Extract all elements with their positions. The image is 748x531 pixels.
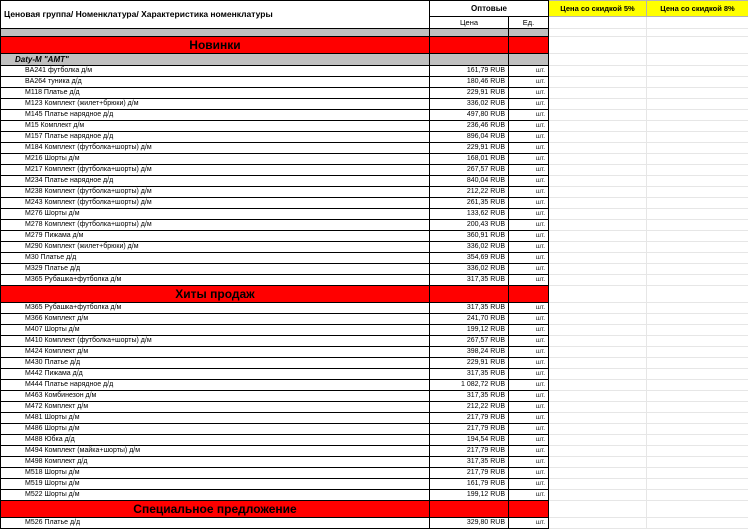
- table-row: [1, 165, 748, 176]
- empty-cell[interactable]: [549, 391, 647, 402]
- empty-cell[interactable]: [549, 501, 647, 518]
- empty-cell[interactable]: [549, 314, 647, 325]
- item-name-cell[interactable]: M518 Шорты д/м: [1, 468, 430, 479]
- empty-cell[interactable]: [549, 253, 647, 264]
- header-wholesale-cell[interactable]: Оптовые: [430, 1, 549, 17]
- empty-cell[interactable]: [549, 198, 647, 209]
- item-name-cell[interactable]: M472 Комплект д/м: [1, 402, 430, 413]
- item-unit-cell[interactable]: шт.: [509, 121, 549, 132]
- empty-cell[interactable]: [549, 490, 647, 501]
- item-price-cell[interactable]: 161,79 RUB: [430, 66, 509, 77]
- spacer-cell[interactable]: [1, 29, 430, 37]
- item-name-cell[interactable]: M238 Комплект (футболка+шорты) д/м: [1, 187, 430, 198]
- item-price-cell[interactable]: 354,69 RUB: [430, 253, 509, 264]
- table-row: [1, 347, 748, 358]
- table-row: [1, 369, 748, 380]
- item-name-cell[interactable]: M276 Шорты д/м: [1, 209, 430, 220]
- empty-cell[interactable]: [647, 275, 748, 286]
- item-name-cell[interactable]: M15 Комплект д/м: [1, 121, 430, 132]
- item-name-cell[interactable]: M118 Платье д/д: [1, 88, 430, 99]
- item-unit-cell[interactable]: шт.: [509, 187, 549, 198]
- item-price-cell[interactable]: 317,35 RUB: [430, 457, 509, 468]
- empty-cell[interactable]: [647, 380, 748, 391]
- item-name-cell[interactable]: M30 Платье д/д: [1, 253, 430, 264]
- item-price-cell[interactable]: 236,46 RUB: [430, 121, 509, 132]
- item-name-cell[interactable]: M424 Комплект д/м: [1, 347, 430, 358]
- empty-cell[interactable]: [647, 37, 748, 54]
- table-row: [1, 253, 748, 264]
- empty-cell[interactable]: [647, 154, 748, 165]
- empty-cell[interactable]: [647, 209, 748, 220]
- empty-cell[interactable]: [647, 88, 748, 99]
- empty-cell[interactable]: [647, 347, 748, 358]
- empty-cell[interactable]: [549, 187, 647, 198]
- item-unit-cell[interactable]: шт.: [509, 220, 549, 231]
- item-unit-cell[interactable]: шт.: [509, 325, 549, 336]
- item-name-cell[interactable]: M442 Пижама д/д: [1, 369, 430, 380]
- empty-cell[interactable]: [549, 17, 647, 29]
- item-unit-cell[interactable]: шт.: [509, 99, 549, 110]
- empty-cell[interactable]: [647, 220, 748, 231]
- item-unit-cell[interactable]: шт.: [509, 424, 549, 435]
- item-price-cell[interactable]: 336,02 RUB: [430, 264, 509, 275]
- empty-cell[interactable]: [549, 286, 647, 303]
- empty-cell[interactable]: [549, 424, 647, 435]
- empty-cell[interactable]: [549, 457, 647, 468]
- item-name-cell[interactable]: BA264 туника д/д: [1, 77, 430, 88]
- empty-cell[interactable]: [549, 264, 647, 275]
- item-unit-cell[interactable]: шт.: [509, 479, 549, 490]
- empty-cell[interactable]: [647, 325, 748, 336]
- table-row: [1, 220, 748, 231]
- empty-cell[interactable]: [647, 99, 748, 110]
- section-price-cell[interactable]: [430, 286, 509, 303]
- empty-cell[interactable]: [647, 77, 748, 88]
- item-unit-cell[interactable]: шт.: [509, 88, 549, 99]
- item-unit-cell[interactable]: шт.: [509, 303, 549, 314]
- section-title-cell[interactable]: Специальное предложение: [1, 501, 430, 518]
- item-price-cell[interactable]: 161,79 RUB: [430, 479, 509, 490]
- item-price-cell[interactable]: 217,79 RUB: [430, 424, 509, 435]
- table-row: [1, 143, 748, 154]
- item-unit-cell[interactable]: шт.: [509, 336, 549, 347]
- table-row: [1, 110, 748, 121]
- empty-cell[interactable]: [549, 413, 647, 424]
- item-price-cell[interactable]: 317,35 RUB: [430, 369, 509, 380]
- table-row: [1, 121, 748, 132]
- empty-cell[interactable]: [647, 132, 748, 143]
- table-row: [1, 325, 748, 336]
- item-unit-cell[interactable]: шт.: [509, 490, 549, 501]
- empty-cell[interactable]: [549, 154, 647, 165]
- item-price-cell[interactable]: 168,01 RUB: [430, 154, 509, 165]
- item-unit-cell[interactable]: шт.: [509, 369, 549, 380]
- item-name-cell[interactable]: M481 Шорты д/м: [1, 413, 430, 424]
- empty-cell[interactable]: [549, 325, 647, 336]
- item-unit-cell[interactable]: шт.: [509, 209, 549, 220]
- table-row: [1, 435, 748, 446]
- item-name-cell[interactable]: M410 Комплект (футболка+шорты) д/м: [1, 336, 430, 347]
- item-price-cell[interactable]: 336,02 RUB: [430, 242, 509, 253]
- item-unit-cell[interactable]: шт.: [509, 77, 549, 88]
- header-row: [1, 1, 748, 17]
- item-name-cell[interactable]: M463 Комбинезон д/м: [1, 391, 430, 402]
- empty-cell[interactable]: [549, 209, 647, 220]
- empty-cell[interactable]: [647, 435, 748, 446]
- empty-cell[interactable]: [647, 54, 748, 66]
- item-name-cell[interactable]: M519 Шорты д/м: [1, 479, 430, 490]
- table-row: [1, 88, 748, 99]
- table-row: [1, 336, 748, 347]
- empty-cell[interactable]: [549, 110, 647, 121]
- item-name-cell[interactable]: BA241 футболка д/м: [1, 66, 430, 77]
- empty-cell[interactable]: [549, 369, 647, 380]
- empty-cell[interactable]: [549, 242, 647, 253]
- item-price-cell[interactable]: 360,91 RUB: [430, 231, 509, 242]
- table-row: [1, 413, 748, 424]
- table-row: [1, 380, 748, 391]
- empty-cell[interactable]: [549, 37, 647, 54]
- table-row: [1, 99, 748, 110]
- item-price-cell[interactable]: 217,79 RUB: [430, 468, 509, 479]
- item-unit-cell[interactable]: шт.: [509, 66, 549, 77]
- empty-cell[interactable]: [647, 66, 748, 77]
- item-unit-cell[interactable]: шт.: [509, 275, 549, 286]
- empty-cell[interactable]: [647, 286, 748, 303]
- table-row: [1, 314, 748, 325]
- empty-cell[interactable]: [647, 391, 748, 402]
- empty-cell[interactable]: [647, 402, 748, 413]
- item-unit-cell[interactable]: шт.: [509, 110, 549, 121]
- item-unit-cell[interactable]: шт.: [509, 446, 549, 457]
- table-row: [1, 242, 748, 253]
- item-price-cell[interactable]: 497,80 RUB: [430, 110, 509, 121]
- empty-cell[interactable]: [647, 264, 748, 275]
- empty-cell[interactable]: [647, 165, 748, 176]
- item-name-cell[interactable]: M279 Пижама д/м: [1, 231, 430, 242]
- empty-cell[interactable]: [647, 490, 748, 501]
- item-unit-cell[interactable]: шт.: [509, 253, 549, 264]
- empty-cell[interactable]: [647, 110, 748, 121]
- empty-cell[interactable]: [647, 253, 748, 264]
- group-title-cell[interactable]: Daty-M "AMT": [1, 54, 430, 66]
- item-name-cell[interactable]: M365 Рубашка+футболка д/м: [1, 275, 430, 286]
- group-unit-cell[interactable]: [509, 54, 549, 66]
- table-row: [1, 468, 748, 479]
- item-price-cell[interactable]: 317,35 RUB: [430, 303, 509, 314]
- item-unit-cell[interactable]: шт.: [509, 413, 549, 424]
- group-price-cell[interactable]: [430, 54, 509, 66]
- table-row: [1, 303, 748, 314]
- empty-cell[interactable]: [549, 468, 647, 479]
- item-name-cell[interactable]: M217 Комплект (футболка+шорты) д/м: [1, 165, 430, 176]
- item-price-cell[interactable]: 199,12 RUB: [430, 325, 509, 336]
- empty-cell[interactable]: [647, 479, 748, 490]
- item-unit-cell[interactable]: шт.: [509, 165, 549, 176]
- empty-cell[interactable]: [549, 446, 647, 457]
- table-row: [1, 391, 748, 402]
- empty-cell[interactable]: [549, 347, 647, 358]
- table-row: [1, 490, 748, 501]
- section-price-cell[interactable]: [430, 501, 509, 518]
- empty-cell[interactable]: [549, 435, 647, 446]
- item-price-cell[interactable]: 229,91 RUB: [430, 143, 509, 154]
- empty-cell[interactable]: [647, 29, 748, 37]
- item-name-cell[interactable]: M486 Шорты д/м: [1, 424, 430, 435]
- empty-cell[interactable]: [549, 121, 647, 132]
- table-row: [1, 275, 748, 286]
- empty-cell[interactable]: [647, 176, 748, 187]
- empty-cell[interactable]: [549, 518, 647, 529]
- item-price-cell[interactable]: 261,35 RUB: [430, 198, 509, 209]
- table-row: [1, 264, 748, 275]
- table-row: [1, 424, 748, 435]
- item-price-cell[interactable]: 317,35 RUB: [430, 275, 509, 286]
- empty-cell[interactable]: [549, 176, 647, 187]
- empty-cell[interactable]: [549, 402, 647, 413]
- item-price-cell[interactable]: 329,80 RUB: [430, 518, 509, 529]
- empty-cell[interactable]: [549, 220, 647, 231]
- item-price-cell[interactable]: 840,04 RUB: [430, 176, 509, 187]
- empty-cell[interactable]: [549, 336, 647, 347]
- item-name-cell[interactable]: M157 Платье нарядное д/д: [1, 132, 430, 143]
- item-price-cell[interactable]: 336,02 RUB: [430, 99, 509, 110]
- empty-cell[interactable]: [647, 369, 748, 380]
- table-row: [1, 358, 748, 369]
- item-unit-cell[interactable]: шт.: [509, 402, 549, 413]
- item-name-cell[interactable]: M278 Комплект (футболка+шорты) д/м: [1, 220, 430, 231]
- table-row: [1, 198, 748, 209]
- empty-cell[interactable]: [647, 457, 748, 468]
- section-price-cell[interactable]: [430, 37, 509, 54]
- empty-cell[interactable]: [647, 242, 748, 253]
- item-price-cell[interactable]: 180,46 RUB: [430, 77, 509, 88]
- empty-cell[interactable]: [647, 198, 748, 209]
- empty-cell[interactable]: [549, 66, 647, 77]
- item-unit-cell[interactable]: шт.: [509, 468, 549, 479]
- item-price-cell[interactable]: 241,70 RUB: [430, 314, 509, 325]
- spacer-cell[interactable]: [509, 29, 549, 37]
- item-name-cell[interactable]: M498 Комплект д/д: [1, 457, 430, 468]
- section-row: [1, 286, 748, 303]
- empty-cell[interactable]: [549, 380, 647, 391]
- empty-cell[interactable]: [647, 187, 748, 198]
- item-unit-cell[interactable]: шт.: [509, 435, 549, 446]
- item-price-cell[interactable]: 229,91 RUB: [430, 88, 509, 99]
- header-title-cell[interactable]: Ценовая группа/ Номенклатура/ Характеристика номенклатуры: [1, 1, 430, 29]
- item-unit-cell[interactable]: шт.: [509, 380, 549, 391]
- empty-cell[interactable]: [549, 77, 647, 88]
- empty-cell[interactable]: [647, 143, 748, 154]
- item-name-cell[interactable]: M184 Комплект (футболка+шорты) д/м: [1, 143, 430, 154]
- empty-cell[interactable]: [647, 424, 748, 435]
- item-name-cell[interactable]: M488 Юбка д/д: [1, 435, 430, 446]
- item-price-cell[interactable]: 217,79 RUB: [430, 446, 509, 457]
- group-row: [1, 54, 748, 66]
- spacer-row: [1, 29, 748, 37]
- empty-cell[interactable]: [647, 336, 748, 347]
- item-price-cell[interactable]: 1 082,72 RUB: [430, 380, 509, 391]
- empty-cell[interactable]: [647, 501, 748, 518]
- table-row: [1, 479, 748, 490]
- item-unit-cell[interactable]: шт.: [509, 176, 549, 187]
- section-unit-cell[interactable]: [509, 37, 549, 54]
- table-row: [1, 446, 748, 457]
- item-unit-cell[interactable]: шт.: [509, 264, 549, 275]
- item-price-cell[interactable]: 212,22 RUB: [430, 402, 509, 413]
- empty-cell[interactable]: [549, 54, 647, 66]
- item-price-cell[interactable]: 896,04 RUB: [430, 132, 509, 143]
- table-row: [1, 457, 748, 468]
- table-row: [1, 66, 748, 77]
- item-name-cell[interactable]: M522 Шорты д/м: [1, 490, 430, 501]
- section-title-cell[interactable]: Хиты продаж: [1, 286, 430, 303]
- empty-cell[interactable]: [549, 29, 647, 37]
- item-name-cell[interactable]: M216 Шорты д/м: [1, 154, 430, 165]
- empty-cell[interactable]: [647, 17, 748, 29]
- table-row: [1, 187, 748, 198]
- item-name-cell[interactable]: M526 Платье д/д: [1, 518, 430, 529]
- table-row: [1, 77, 748, 88]
- empty-cell[interactable]: [549, 358, 647, 369]
- item-unit-cell[interactable]: шт.: [509, 132, 549, 143]
- item-price-cell[interactable]: 194,54 RUB: [430, 435, 509, 446]
- table-row: [1, 518, 748, 529]
- empty-cell[interactable]: [549, 231, 647, 242]
- item-unit-cell[interactable]: шт.: [509, 314, 549, 325]
- empty-cell[interactable]: [647, 413, 748, 424]
- item-price-cell[interactable]: 398,24 RUB: [430, 347, 509, 358]
- item-name-cell[interactable]: M329 Платье д/д: [1, 264, 430, 275]
- item-price-cell[interactable]: 267,57 RUB: [430, 165, 509, 176]
- empty-cell[interactable]: [647, 231, 748, 242]
- table-row: [1, 176, 748, 187]
- empty-cell[interactable]: [549, 479, 647, 490]
- item-name-cell[interactable]: M290 Комплект (жилет+брюки) д/м: [1, 242, 430, 253]
- empty-cell[interactable]: [549, 143, 647, 154]
- empty-cell[interactable]: [549, 275, 647, 286]
- item-name-cell[interactable]: M366 Комплект д/м: [1, 314, 430, 325]
- item-unit-cell[interactable]: шт.: [509, 242, 549, 253]
- header-unit-cell[interactable]: Ед.: [509, 17, 549, 29]
- table-row: [1, 132, 748, 143]
- item-unit-cell[interactable]: шт.: [509, 457, 549, 468]
- empty-cell[interactable]: [549, 88, 647, 99]
- header-discount8-cell[interactable]: Цена со скидкой 8%: [647, 1, 748, 17]
- price-table-body: [1, 1, 748, 529]
- item-unit-cell[interactable]: шт.: [509, 143, 549, 154]
- empty-cell[interactable]: [647, 314, 748, 325]
- item-unit-cell[interactable]: шт.: [509, 231, 549, 242]
- item-price-cell[interactable]: 212,22 RUB: [430, 187, 509, 198]
- header-discount5-cell[interactable]: Цена со скидкой 5%: [549, 1, 647, 17]
- item-unit-cell[interactable]: шт.: [509, 391, 549, 402]
- spacer-cell[interactable]: [430, 29, 509, 37]
- header-price-cell[interactable]: Цена: [430, 17, 509, 29]
- item-name-cell[interactable]: M430 Платье д/д: [1, 358, 430, 369]
- item-price-cell[interactable]: 317,35 RUB: [430, 391, 509, 402]
- item-price-cell[interactable]: 200,43 RUB: [430, 220, 509, 231]
- item-name-cell[interactable]: M494 Комплект (майка+шорты) д/м: [1, 446, 430, 457]
- item-unit-cell[interactable]: шт.: [509, 154, 549, 165]
- item-name-cell[interactable]: M145 Платье нарядное д/д: [1, 110, 430, 121]
- empty-cell[interactable]: [549, 303, 647, 314]
- empty-cell[interactable]: [647, 121, 748, 132]
- item-name-cell[interactable]: M234 Платье нарядное д/д: [1, 176, 430, 187]
- item-name-cell[interactable]: M444 Платье нарядное д/д: [1, 380, 430, 391]
- empty-cell[interactable]: [647, 446, 748, 457]
- item-name-cell[interactable]: M365 Рубашка+футболка д/м: [1, 303, 430, 314]
- empty-cell[interactable]: [549, 165, 647, 176]
- item-unit-cell[interactable]: шт.: [509, 358, 549, 369]
- item-price-cell[interactable]: 199,12 RUB: [430, 490, 509, 501]
- table-row: [1, 231, 748, 242]
- table-row: [1, 209, 748, 220]
- item-price-cell[interactable]: 229,91 RUB: [430, 358, 509, 369]
- empty-cell[interactable]: [647, 468, 748, 479]
- item-unit-cell[interactable]: шт.: [509, 198, 549, 209]
- section-title-cell[interactable]: Новинки: [1, 37, 430, 54]
- empty-cell[interactable]: [549, 99, 647, 110]
- table-row: [1, 402, 748, 413]
- item-price-cell[interactable]: 217,79 RUB: [430, 413, 509, 424]
- item-name-cell[interactable]: M407 Шорты д/м: [1, 325, 430, 336]
- empty-cell[interactable]: [549, 132, 647, 143]
- empty-cell[interactable]: [647, 358, 748, 369]
- empty-cell[interactable]: [647, 303, 748, 314]
- section-row: [1, 501, 748, 518]
- item-unit-cell[interactable]: шт.: [509, 347, 549, 358]
- item-name-cell[interactable]: M123 Комплект (жилет+брюки) д/м: [1, 99, 430, 110]
- section-row: [1, 37, 748, 54]
- item-price-cell[interactable]: 267,57 RUB: [430, 336, 509, 347]
- section-unit-cell[interactable]: [509, 286, 549, 303]
- item-unit-cell[interactable]: шт.: [509, 518, 549, 529]
- table-row: [1, 154, 748, 165]
- item-price-cell[interactable]: 133,62 RUB: [430, 209, 509, 220]
- section-unit-cell[interactable]: [509, 501, 549, 518]
- item-name-cell[interactable]: M243 Комплект (футболка+шорты) д/м: [1, 198, 430, 209]
- empty-cell[interactable]: [647, 518, 748, 529]
